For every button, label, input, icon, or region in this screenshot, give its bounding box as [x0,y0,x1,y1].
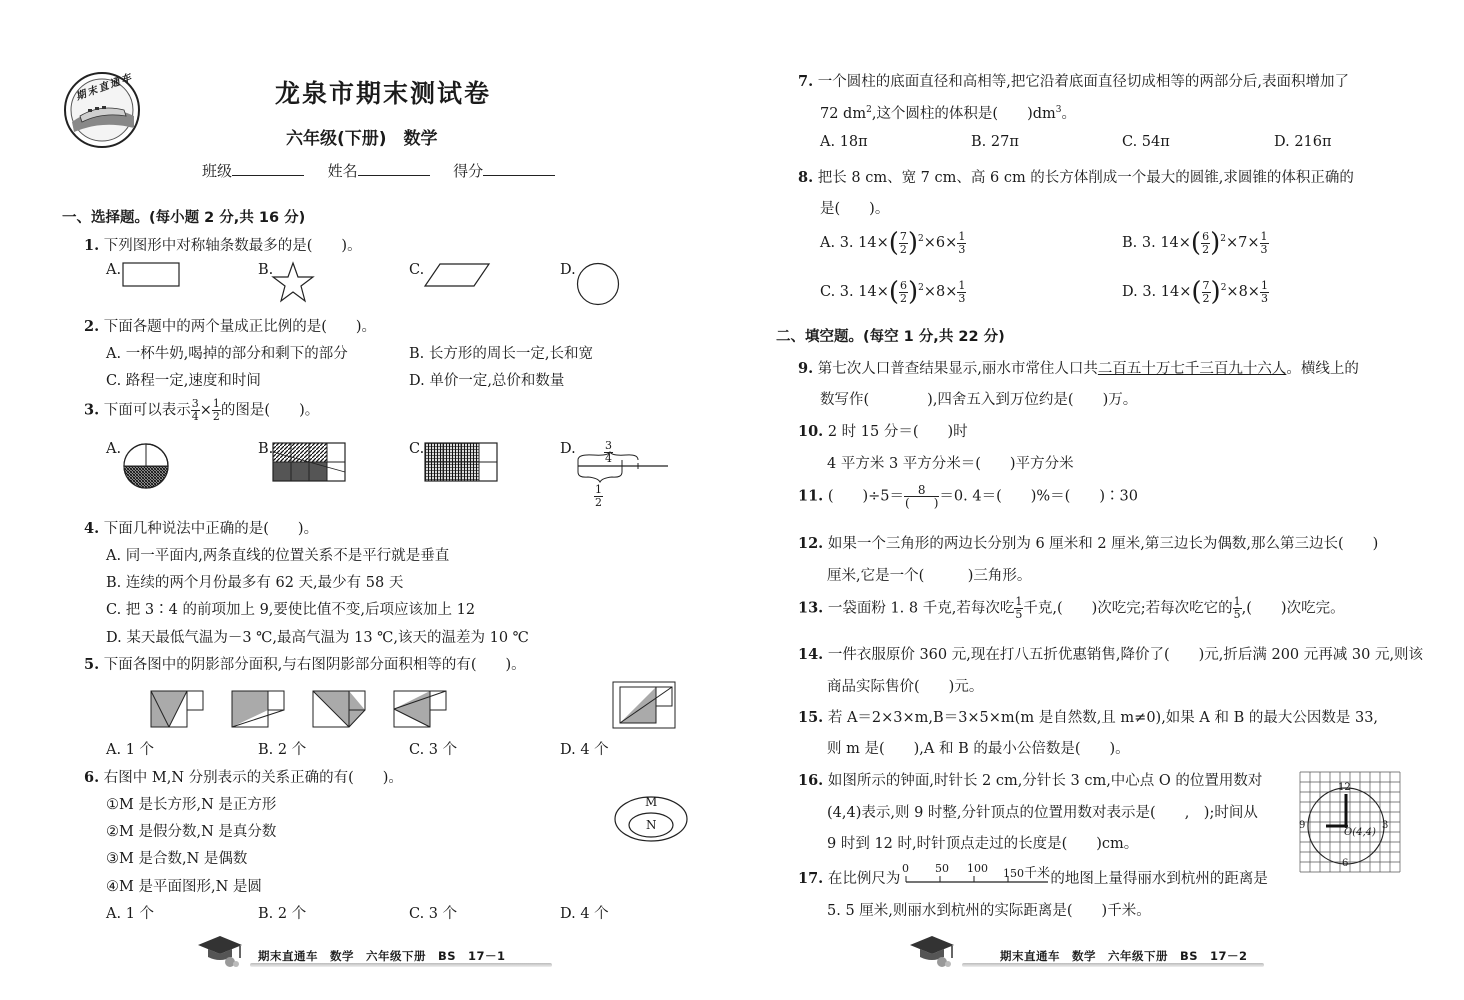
q3-text-a: 下面可以表示 [103,402,191,419]
venn-n-label: N [646,818,657,832]
parallelogram-shape [424,263,490,287]
q5-opt-b[interactable]: B. 2 个 [258,742,307,758]
q6-opt-c[interactable]: C. 3 个 [409,906,458,922]
q5 [84,653,526,674]
scale-50: 50 [935,862,949,875]
logo-text: 期末直通车 [74,71,135,103]
q13: 13. 一袋面粉 1. 8 千克,若每次吃 $\frac{1}{5}$ 千克,( )次吃完;若每次吃它的 $\frac{1}{5}$ ,( )次吃完。 [798,595,1345,621]
q8-opt-d[interactable]: D. 3. 14×( $\frac{7}{2}$ )$^2$×8× $\frac{1}{3}$ [1122,277,1268,307]
q5-opt-a[interactable]: A. 1 个 [106,742,155,758]
clock-6-label: 6 [1342,858,1349,869]
graduation-cap-icon-right [908,934,956,968]
q2-text: 下面各题中的两个量成正比例的是( )。 [103,319,377,335]
q3-frac-1: $\frac{3}{4}$ [191,397,199,423]
q2-num: 2. [84,318,100,335]
shaded-rect-diagram-b [272,442,346,482]
q3-opt-c[interactable]: C. [409,441,425,457]
q12-line2: 厘米,它是一个( )三角形。 [827,568,1032,584]
q7-num: 7. [798,73,814,90]
q8-text-1: 把长 8 cm、宽 7 cm、高 6 cm 的长方体削成一个最大的圆锥,求圆锥的体积正确的 [817,170,1354,186]
q1 [84,234,362,255]
q2-opt-c[interactable]: C. 路程一定,速度和时间 [106,373,261,389]
q4 [84,517,318,538]
q16-line2: (4,4)表示,则 9 时整,分针顶点的位置用数对表示是( , );时间从 [827,805,1258,821]
q4-opt-d[interactable]: D. 某天最低气温为－3 ℃,最高气温为 13 ℃,该天的温差为 10 ℃ [106,630,529,646]
q5-text: 下面各图中的阴影部分面积,与右图阴影部分面积相等的有( )。 [103,657,526,673]
footer-left: 期末直通车 数学 六年级下册 BS 17－1 [258,949,506,963]
circle-shape [576,262,620,306]
q5-opt-d[interactable]: D. 4 个 [560,742,609,758]
q14-line2: 商品实际售价( )元。 [827,679,984,695]
q3-d-top-frac: $\frac{3}{4}$ [605,439,612,465]
q2-opt-a[interactable]: A. 一杯牛奶,喝掉的部分和剩下的部分 [106,346,348,362]
venn-m-label: M [645,795,658,809]
q15-line2: 则 m 是( ),A 和 B 的最小公倍数是( )。 [827,741,1130,757]
q3-d-bot-frac: $\frac{1}{2}$ [595,483,602,509]
q6-item-3: ③M 是合数,N 是偶数 [106,851,248,867]
q3-frac-2: $\frac{1}{2}$ [212,397,220,423]
shaded-rect-diagram-c [424,442,498,482]
q3-opt-d[interactable]: D. [560,441,576,457]
q6-item-2: ②M 是假分数,N 是真分数 [106,824,277,840]
q1-opt-b[interactable]: B. [258,262,274,278]
q7-text-1: 一个圆柱的底面直径和高相等,把它沿着底面直径切成相等的两部分后,表面积增加了 [817,74,1349,90]
q10-line2: 4 平方米 3 平方分米＝( )平方分米 [827,456,1074,472]
q17-line2: 5. 5 厘米,则丽水到杭州的实际距离是( )千米。 [827,903,1151,919]
q6-opt-b[interactable]: B. 2 个 [258,906,307,922]
q8-line2: 是( )。 [820,201,890,217]
name-label: 姓名 [327,162,358,180]
right-page [732,0,1464,1000]
q3-opt-b[interactable]: B. [258,441,274,457]
q4-text: 下面几种说法中正确的是( )。 [103,521,319,537]
q7-opt-a[interactable]: A. 18π [820,134,868,150]
star-shape [272,262,314,302]
q6 [84,766,403,787]
q10-line1: 10. 2 时 15 分＝( )时 [798,423,968,440]
q7-opt-b[interactable]: B. 27π [971,134,1019,150]
score-field[interactable] [483,162,555,176]
exam-title: 龙泉市期末测试卷 [275,79,492,108]
graduation-cap-icon [196,934,244,968]
q6-item-1: ①M 是长方形,N 是正方形 [106,797,277,813]
q6-item-4: ④M 是平面图形,N 是圆 [106,879,262,895]
q8-opt-b[interactable]: B. 3. 14×( $\frac{6}{2}$ )$^2$×7× $\frac{1}{3}$ [1122,228,1268,258]
q5-figure-4 [393,690,447,728]
q4-opt-a[interactable]: A. 同一平面内,两条直线的位置关系不是平行就是垂直 [106,548,450,564]
q5-opt-c[interactable]: C. 3 个 [409,742,458,758]
rectangle-shape [122,262,180,287]
q6-num: 6. [84,769,100,786]
q8-num: 8. [798,169,814,186]
q2-opt-b[interactable]: B. 长方形的周长一定,长和宽 [409,346,593,362]
q11: 11. ( )÷5＝ $\frac{8}{( )}$ ＝0. 4＝( )%＝( )∶30 [798,483,1138,510]
q2 [84,315,376,336]
q5-reference-figure [612,681,676,729]
exam-subtitle: 六年级(下册) 数学 [286,129,438,149]
q4-opt-b[interactable]: B. 连续的两个月份最多有 62 天,最少有 58 天 [106,575,404,591]
scale-0: 0 [902,862,909,875]
q3 [84,398,319,423]
clock-12-label: 12 [1338,782,1351,793]
q8-line1 [798,166,1354,187]
q9-line1: 9. 第七次人口普查结果显示,丽水市常住人口共二百五十万七千三百九十六人。横线上的 [798,360,1359,377]
footer-right: 期末直通车 数学 六年级下册 BS 17－2 [1000,949,1248,963]
q3-opt-a[interactable]: A. [106,441,122,457]
class-label: 班级 [202,162,233,180]
q9-line2: 数写作( ),四舍五入到万位约是( )万。 [820,392,1138,408]
q3-times: × [199,402,212,419]
q17-line1: 17. 在比例尺为 的地图上量得丽水到杭州的距离是 [798,870,1268,887]
q9-underlined-number: 二百五十万七千三百九十六人 [1097,361,1287,377]
section-2-heading: 二、填空题。(每空 1 分,共 22 分) [776,329,1005,345]
q5-figure-1 [150,690,204,728]
shaded-circle-diagram [122,442,170,490]
q15-line1: 15. 若 A＝2×3×m,B＝3×5×m(m 是自然数,且 m≠0),如果 A 和 B 的最大公因数是 33, [798,709,1379,726]
segment-diagram [576,452,670,482]
q6-text: 右图中 M,N 分别表示的关系正确的有( )。 [103,770,403,786]
q7-opt-c[interactable]: C. 54π [1122,134,1170,150]
q5-num: 5. [84,656,100,673]
q7-line2: 72 $dm^2$,这个圆柱的体积是( )$dm^3$。 [820,105,1077,122]
q1-opt-c[interactable]: C. [409,262,425,278]
q8-opt-c[interactable]: C. 3. 14×( $\frac{6}{2}$ )$^2$×8× $\frac{1}{3}$ [820,277,966,307]
student-info [202,160,555,181]
q2-opt-d[interactable]: D. 单价一定,总价和数量 [409,373,565,389]
q5-figure-2 [231,690,285,728]
q4-num: 4. [84,520,100,537]
scale-150: 150千米 [1003,866,1051,881]
scale-100: 100 [967,862,988,875]
q7-line1 [798,70,1349,91]
q12-line1: 12. 如果一个三角形的两边长分别为 6 厘米和 2 厘米,第三边长为偶数,那么第三边长( ) [798,535,1379,552]
class-field[interactable] [232,162,304,176]
clock-center-label: O(4,4) [1344,827,1376,838]
clock-9-label: 9 [1299,820,1306,831]
clock-3-label: 3 [1382,820,1389,831]
section-1-heading: 一、选择题。(每小题 2 分,共 16 分) [62,210,306,226]
q1-num: 1. [84,237,100,254]
q6-opt-d[interactable]: D. 4 个 [560,906,609,922]
score-label: 得分 [453,162,484,180]
q7-opt-d[interactable]: D. 216π [1274,134,1332,150]
q3-num: 3. [84,401,100,419]
q16-line3: 9 时到 12 时,时针顶点走过的长度是( )cm。 [827,836,1139,852]
q5-figure-3 [312,690,366,728]
q1-opt-a[interactable]: A. [106,262,122,278]
q4-opt-c[interactable]: C. 把 3∶4 的前项加上 9,要使比值不变,后项应该加上 12 [106,602,476,618]
q14-line1: 14. 一件衣服原价 360 元,现在打八五折优惠销售,降价了( )元,折后满 200 元再减 30 元,则该 [798,646,1424,663]
q16-line1: 16. 如图所示的钟面,时针长 2 cm,分针长 3 cm,中心点 O 的位置用数对 [798,772,1263,789]
q8-opt-a[interactable]: A. 3. 14×( $\frac{7}{2}$ )$^2$×6× $\frac{1}{3}$ [820,228,966,258]
name-field[interactable] [358,162,430,176]
q1-text: 下列图形中对称轴条数最多的是( )。 [103,238,362,254]
q3-text-b: 的图是( )。 [220,402,320,419]
q1-opt-d[interactable]: D. [560,262,576,278]
q6-opt-a[interactable]: A. 1 个 [106,906,155,922]
